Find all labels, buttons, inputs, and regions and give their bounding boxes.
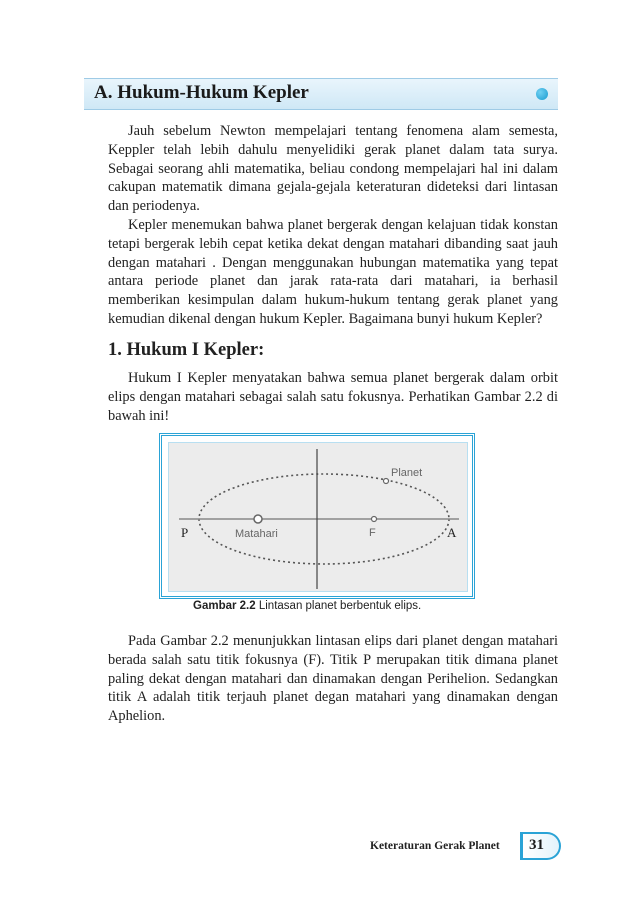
figure-ellipse-diagram: [168, 442, 468, 592]
focus-point: [372, 517, 377, 522]
paragraph-explanation: Pada Gambar 2.2 menunjukkan lintasan elips dari planet dengan matahari berada salah satu titik fokusnya (F). Titik P merupakan titik dimana planet paling dekat dengan matahari dan dinamakan dengan Perihelion. Sedangkan titik A adalah titik terjauh planet degan matahari yang dinamakan dengan Aphelion.: [108, 633, 558, 725]
paragraph-intro: Jauh sebelum Newton mempelajari tentang fenomena alam semesta, Keppler telah lebih dahulu menyelidiki gerak planet dalam tata surya. Sebagai seorang ahli matematika, beliau condong mempelajari hal ini dalam cakupan matematik dimana gejala-gejala keteraturan dideteksi dari lintasan dan periodenya.: [108, 123, 558, 215]
caption-number: Gambar 2.2: [193, 600, 256, 612]
paragraph-kepler: Kepler menemukan bahwa planet bergerak dengan kelajuan tidak konstan tetapi bergerak lebih cepat ketika dekat dengan matahari dibanding saat jauh dengan matahari . Dengan menggunakan hubungan matematika yang tepat antara periode planet dan jarak rata-rata dari matahari, ia berhasil memberikan kesimpulan dalam hukum-hukum tentang gerak planet yang kemudian dikenal dengan hukum Kepler. Bagaimana bunyi hukum Kepler?: [108, 217, 558, 327]
label-matahari: Matahari: [235, 528, 278, 540]
orbit-svg: [169, 443, 467, 591]
subheading-hukum-1: 1. Hukum I Kepler:: [108, 340, 265, 360]
label-planet: Planet: [391, 467, 423, 479]
figure-frame: [159, 433, 475, 599]
planet-point: [384, 479, 389, 484]
matahari-point: [254, 515, 262, 523]
paragraph-hukum-1: Hukum I Kepler menyatakan bahwa semua planet bergerak dalam orbit elips dengan matahari sebagai salah satu fokusnya. Perhatikan Gambar 2.2 di bawah ini!: [108, 370, 558, 424]
page-number: 31: [529, 837, 544, 853]
section-header: [84, 78, 558, 110]
figure-caption: [193, 600, 421, 612]
page-number-badge: [520, 832, 561, 860]
caption-text: Lintasan planet berbentuk elips.: [258, 600, 422, 612]
section-bullet-icon: [536, 88, 548, 100]
label-focus: F: [369, 527, 376, 539]
footer-chapter-title: Keteraturan Gerak Planet: [370, 840, 500, 852]
section-title: A. Hukum-Hukum Kepler: [94, 82, 309, 103]
label-a: A: [447, 525, 457, 540]
label-p: P: [181, 525, 189, 540]
